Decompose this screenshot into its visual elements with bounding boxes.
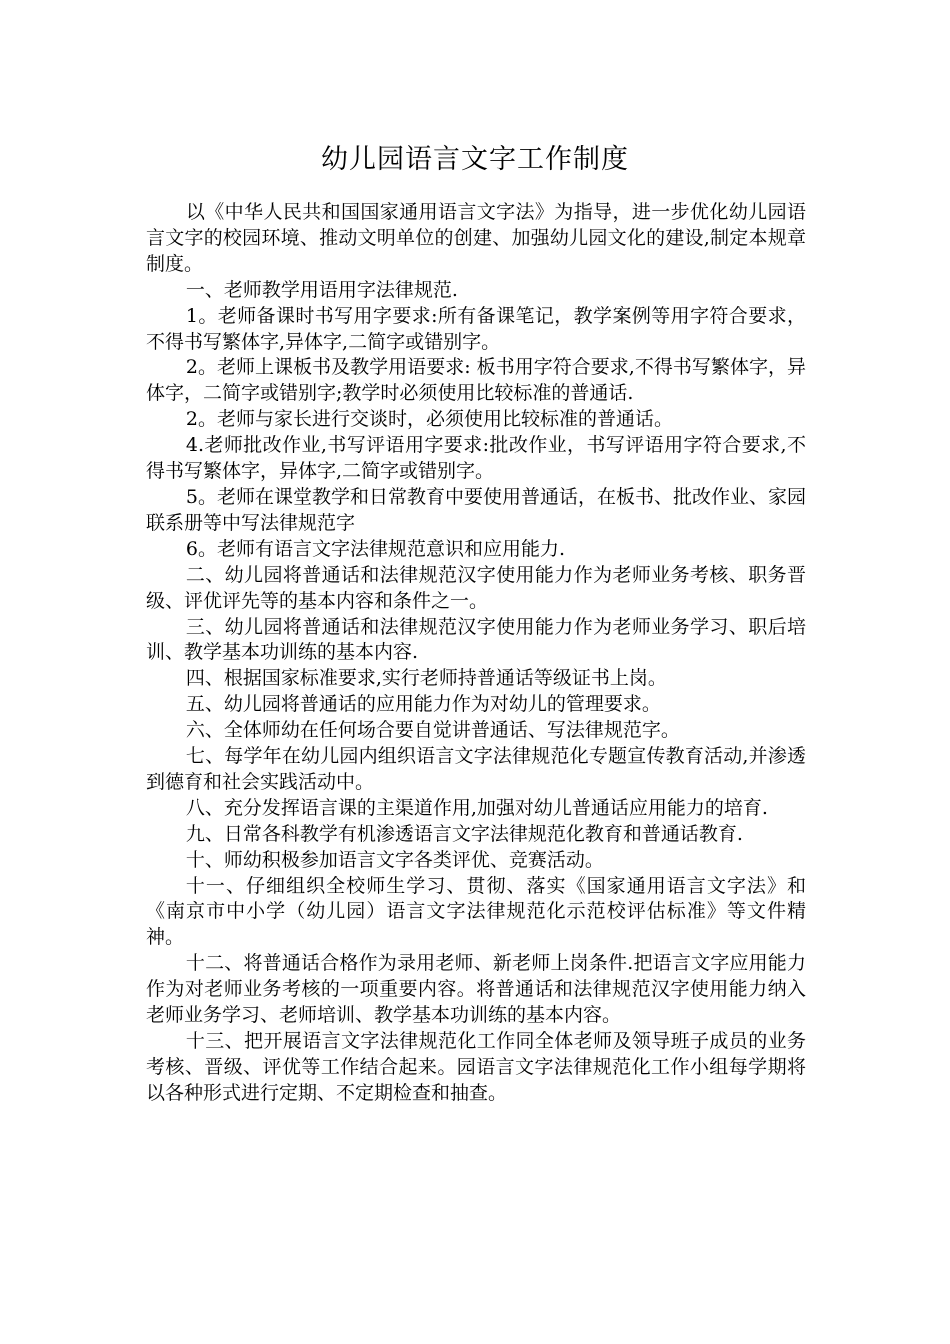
paragraph-item-3: 2。老师与家长进行交谈时，必须使用比较标准的普通话。 (185, 408, 673, 431)
paragraph-intro: 以《中华人民共和国国家通用语言文字法》为指导，进一步优化幼儿园语言文字的校园环境、推动文明单位的创建、加强幼儿园文化的建设,制定本规章制度。 (146, 201, 806, 275)
paragraph-section-3: 三、幼儿园将普通话和法律规范汉字使用能力作为老师业务学习、职后培训、教学基本功训练的基本内容. (146, 615, 806, 664)
paragraph-section-5: 五、幼儿园将普通话的应用能力作为对幼儿的管理要求。 (185, 693, 661, 716)
paragraph-item-4: 4.老师批改作业,书写评语用字要求:批改作业，书写评语用字符合要求,不得书写繁体字，异体字,二简字或错别字。 (146, 434, 806, 483)
paragraph-section-2: 二、幼儿园将普通话和法律规范汉字使用能力作为老师业务考核、职务晋级、评优评先等的基本内容和条件之一。 (146, 563, 806, 612)
paragraph-section-1: 一、老师教学用语用字法律规范. (185, 278, 458, 301)
paragraph-section-13: 十三、把开展语言文字法律规范化工作同全体老师及领导班子成员的业务考核、晋级、评优等工作结合起来。园语言文字法律规范化工作小组每学期将以各种形式进行定期、不定期检查和抽查。 (146, 1030, 806, 1104)
paragraph-section-9: 九、日常各科教学有机渗透语言文字法律规范化教育和普通话教育. (185, 822, 743, 845)
paragraph-section-8: 八、充分发挥语言课的主渠道作用,加强对幼儿普通话应用能力的培育. (185, 796, 768, 819)
paragraph-item-2: 2。老师上课板书及教学用语要求: 板书用字符合要求,不得书写繁体字，异体字，二简字或错别字;教学时必须使用比较标准的普通话. (146, 356, 806, 405)
paragraph-section-11: 十一、仔细组织全校师生学习、贯彻、落实《国家通用语言文字法》和《南京市中小学（幼儿园）语言文字法律规范化示范校评估标准》等文件精神。 (146, 874, 806, 949)
paragraph-item-1: 1。老师备课时书写用字要求:所有备课笔记，教学案例等用字符合要求，不得书写繁体字,异体字,二简字或错别字。 (146, 304, 806, 353)
paragraph-item-6: 6。老师有语言文字法律规范意识和应用能力. (185, 537, 566, 560)
paragraph-section-7: 七、每学年在幼儿园内组织语言文字法律规范化专题宣传教育活动,并渗透到德育和社会实践活动中。 (146, 745, 806, 793)
document-title: 幼儿园语言文字工作制度 (321, 144, 629, 175)
paragraph-section-10: 十、师幼积极参加语言文字各类评优、竞赛活动。 (185, 848, 604, 871)
paragraph-section-6: 六、全体师幼在任何场合要自觉讲普通话、写法律规范字。 (185, 719, 680, 742)
paragraph-section-12: 十二、将普通话合格作为录用老师、新老师上岗条件.把语言文字应用能力作为对老师业务考核的一项重要内容。将普通话和法律规范汉字使用能力纳入老师业务学习、老师培训、教学基本功训练的基本内容。 (146, 952, 806, 1027)
paragraph-section-4: 四、根据国家标准要求,实行老师持普通话等级证书上岗。 (185, 667, 667, 690)
document-body (146, 200, 806, 1107)
paragraph-item-5: 5。老师在课堂教学和日常教育中要使用普通话，在板书、批改作业、家园联系册等中写法律规范字 (146, 485, 806, 534)
